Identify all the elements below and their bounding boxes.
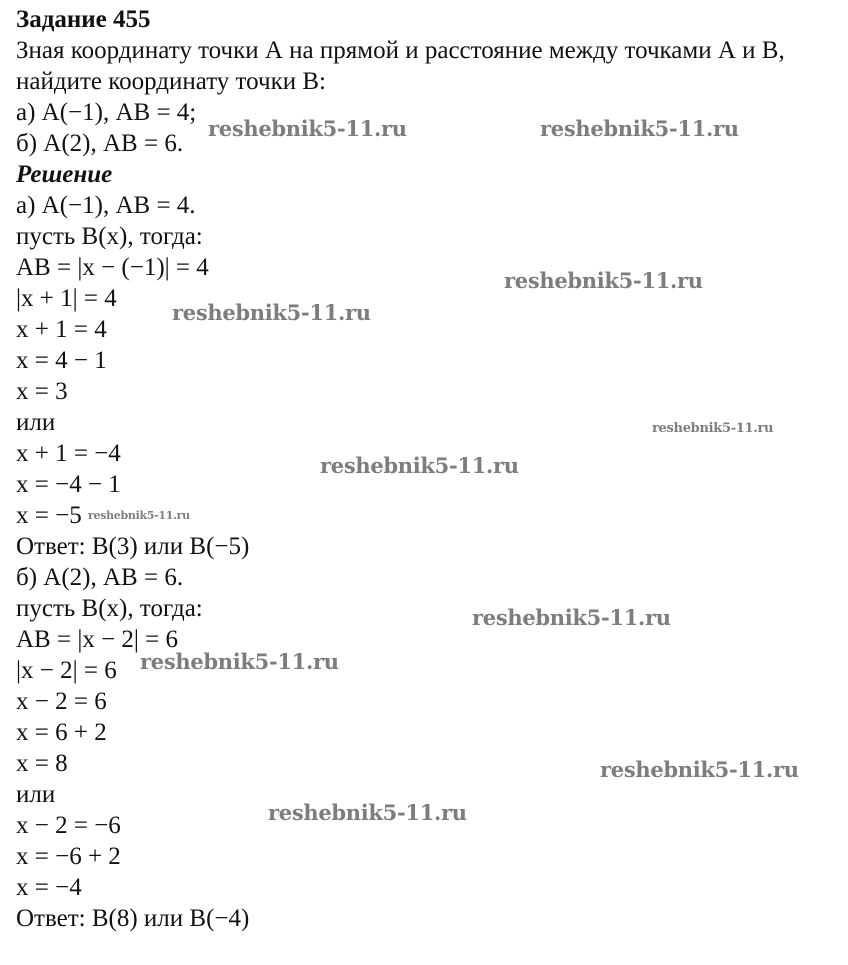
solution-line: x + 1 = −4 xyxy=(16,440,121,467)
part-a-header: а) А(−1), АВ = 4. xyxy=(16,192,196,219)
watermark: reshebnik5-11.ru xyxy=(140,649,339,674)
answer-a: Ответ: В(3) или В(−5) xyxy=(16,533,250,560)
solution-line: x = −4 xyxy=(16,874,82,901)
task-text-line: Зная координату точки А на прямой и расстояние между точками А и В, xyxy=(16,37,785,64)
solution-heading: Решение xyxy=(16,161,113,188)
watermark: reshebnik5-11.ru xyxy=(268,800,467,825)
solution-line: |x − 2| = 6 xyxy=(16,657,117,684)
part-b-header: б) А(2), АВ = 6. xyxy=(16,564,184,591)
watermark: reshebnik5-11.ru xyxy=(172,300,371,325)
task-text-line: найдите координату точки В: xyxy=(16,68,326,95)
task-title: Задание 455 xyxy=(16,6,151,33)
solution-line: x = −4 − 1 xyxy=(16,471,121,498)
watermark: reshebnik5-11.ru xyxy=(540,116,739,141)
solution-line: x − 2 = 6 xyxy=(16,688,107,715)
solution-line: x = 6 + 2 xyxy=(16,719,107,746)
watermark: reshebnik5-11.ru xyxy=(652,421,774,436)
solution-line: x = −6 + 2 xyxy=(16,843,121,870)
solution-line: x = 3 xyxy=(16,378,68,405)
solution-line: пусть В(x), тогда: xyxy=(16,223,203,250)
task-item-a: а) А(−1), АВ = 4; xyxy=(16,99,197,126)
solution-line: АВ = |x − 2| = 6 xyxy=(16,626,179,653)
answer-b: Ответ: В(8) или В(−4) xyxy=(16,905,250,932)
solution-line: |x + 1| = 4 xyxy=(16,285,117,312)
watermark: reshebnik5-11.ru xyxy=(504,268,703,293)
watermark: reshebnik5-11.ru xyxy=(472,605,671,630)
solution-line: x + 1 = 4 xyxy=(16,316,107,343)
solution-line: x − 2 = −6 xyxy=(16,812,121,839)
task-item-b: б) А(2), АВ = 6. xyxy=(16,130,184,157)
solution-line: или xyxy=(16,409,56,436)
solution-line: x = 4 − 1 xyxy=(16,347,107,374)
watermark: reshebnik5-11.ru xyxy=(600,757,799,782)
solution-line: пусть В(x), тогда: xyxy=(16,595,203,622)
solution-line: АВ = |x − (−1)| = 4 xyxy=(16,254,209,281)
watermark: reshebnik5-11.ru xyxy=(88,509,190,522)
solution-line: x = 8 xyxy=(16,750,68,777)
watermark: reshebnik5-11.ru xyxy=(208,116,407,141)
solution-line: или xyxy=(16,781,56,808)
solution-line: x = −5 xyxy=(16,502,82,529)
watermark: reshebnik5-11.ru xyxy=(320,453,519,478)
